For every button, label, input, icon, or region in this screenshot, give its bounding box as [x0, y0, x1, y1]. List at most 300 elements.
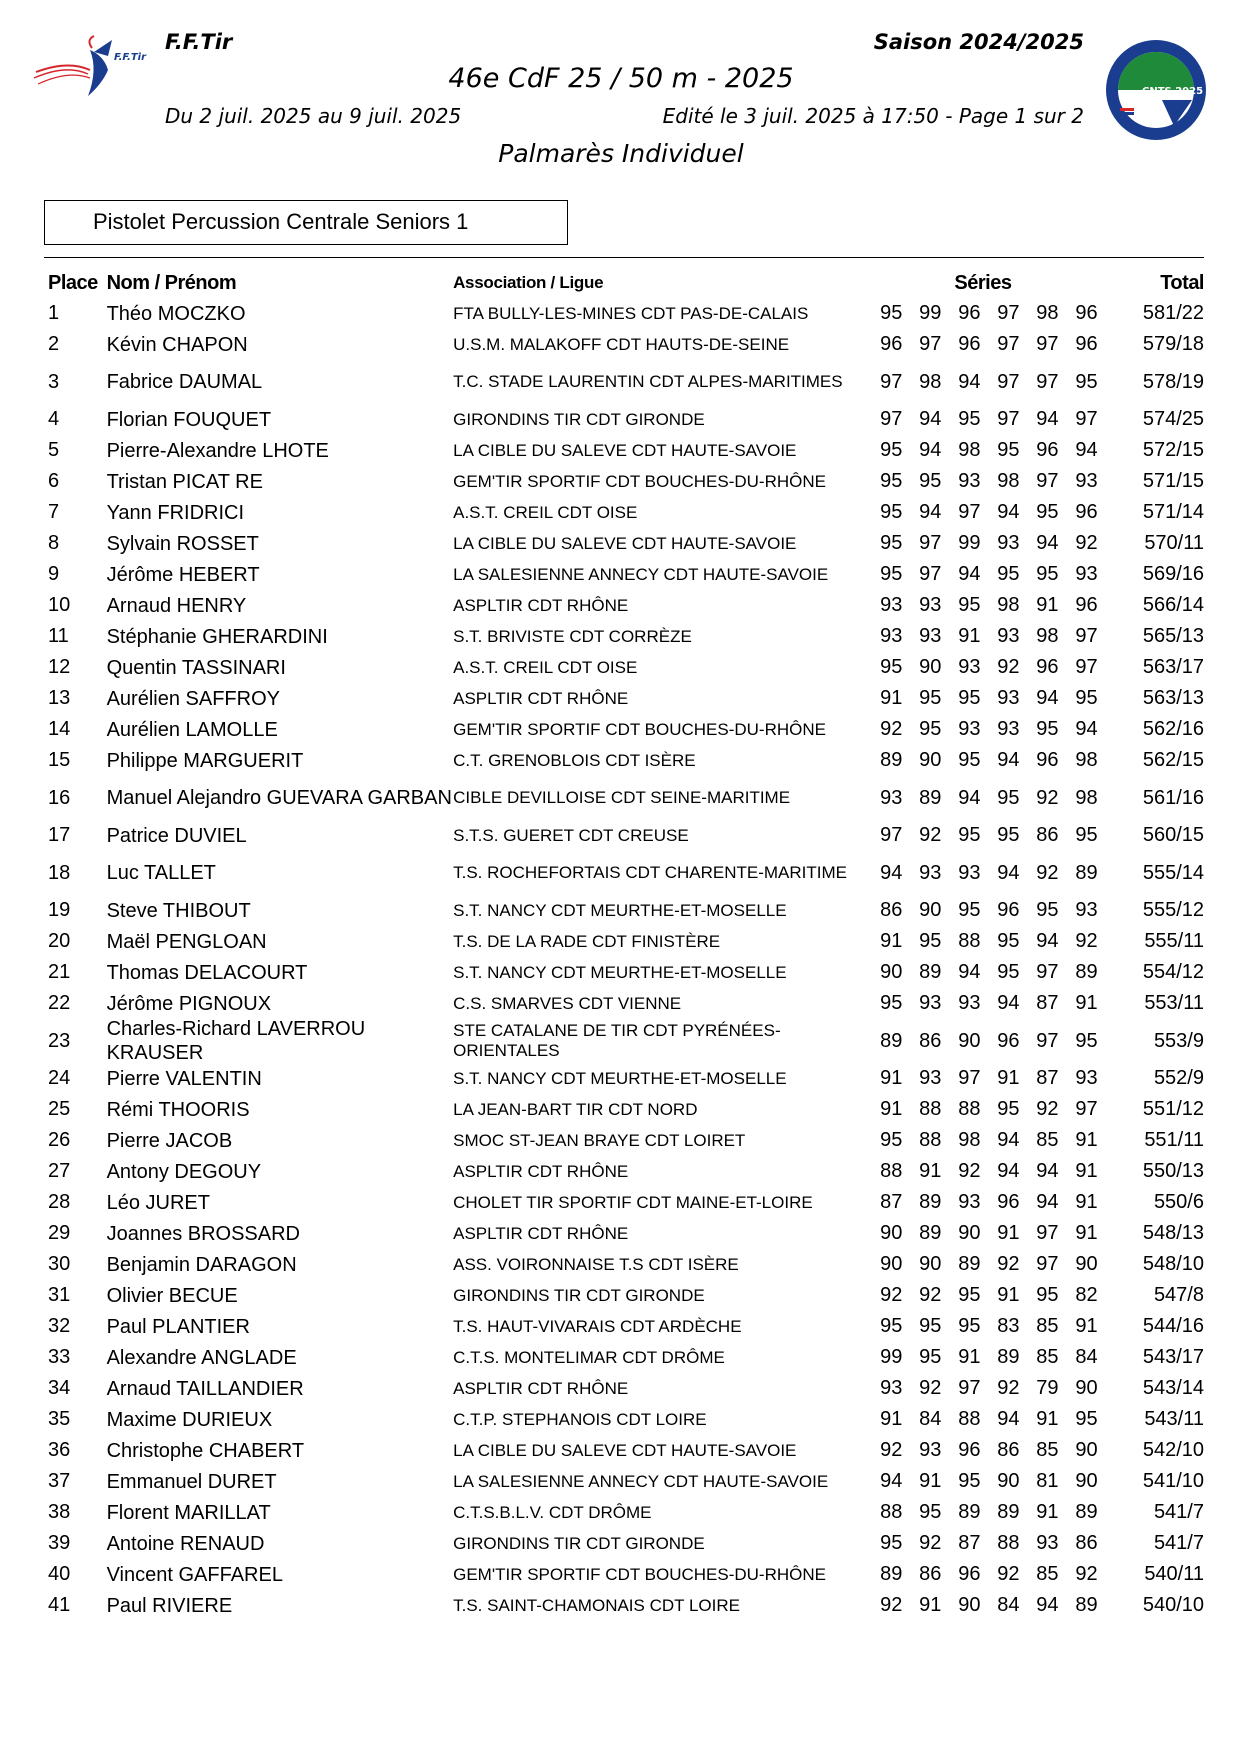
row-series-score: 96	[1036, 749, 1059, 771]
row-series-score: 97	[1036, 333, 1059, 355]
row-name: Alexandre ANGLADE	[106, 1346, 297, 1369]
row-total: 563/13	[1142, 687, 1204, 709]
row-series-score: 95	[880, 656, 903, 678]
row-series-score: 91	[880, 1408, 903, 1430]
row-total: 540/10	[1142, 1594, 1204, 1616]
row-series-score: 92	[1036, 861, 1059, 884]
row-series-score: 89	[1075, 961, 1098, 983]
championship-logo-text: CNTS 2025	[1142, 86, 1204, 97]
row-series-score: 91	[1036, 1408, 1059, 1430]
row-series-score: 86	[880, 899, 903, 921]
row-place: 28	[48, 1191, 71, 1213]
row-series-score: 95	[1036, 563, 1059, 585]
table-row	[48, 1497, 1204, 1528]
table-row	[48, 1125, 1204, 1156]
row-series-score: 90	[1075, 1377, 1098, 1399]
row-place: 4	[48, 408, 60, 430]
row-series-score: 90	[997, 1470, 1020, 1492]
row-place: 40	[48, 1563, 71, 1585]
row-series-score: 95	[880, 439, 903, 461]
row-series-score: 93	[919, 594, 942, 616]
row-place: 3	[48, 370, 60, 393]
row-series-score: 89	[1075, 1594, 1098, 1616]
row-series-score: 92	[958, 1160, 981, 1182]
table-row	[48, 1559, 1204, 1590]
row-series-score: 90	[1075, 1253, 1098, 1275]
row-place: 15	[48, 749, 71, 771]
row-series-score: 95	[880, 992, 903, 1014]
row-place: 21	[48, 961, 71, 983]
table-row	[48, 1466, 1204, 1497]
row-series-score: 97	[1036, 470, 1059, 492]
row-series-score: 94	[919, 439, 942, 461]
row-series-score: 89	[997, 1501, 1020, 1523]
row-series-score: 95	[958, 899, 981, 921]
row-series-score: 95	[1075, 370, 1098, 393]
row-series-score: 93	[919, 625, 942, 647]
row-series-score: 89	[919, 1222, 942, 1244]
row-total: 571/15	[1142, 470, 1204, 492]
row-series-score: 94	[997, 501, 1020, 523]
row-place: 24	[48, 1067, 71, 1089]
row-name: Manuel Alejandro GUEVARA GARBAN	[106, 787, 452, 809]
row-series-score: 91	[919, 1470, 942, 1492]
row-series-score: 91	[997, 1067, 1020, 1089]
row-name: Christophe CHABERT	[106, 1439, 305, 1462]
row-series-score: 96	[997, 1029, 1020, 1052]
row-total: 569/16	[1142, 563, 1204, 585]
row-total: 562/16	[1142, 718, 1204, 740]
row-total: 544/16	[1142, 1315, 1204, 1337]
championship-logo	[1104, 38, 1208, 142]
row-series-score: 93	[958, 861, 981, 884]
row-series-score: 98	[997, 470, 1020, 492]
table-row	[48, 988, 1204, 1019]
row-total: 543/11	[1144, 1408, 1204, 1430]
row-place: 16	[48, 786, 71, 809]
row-place: 38	[48, 1501, 71, 1523]
row-total: 543/14	[1142, 1377, 1204, 1399]
row-series-score: 95	[1075, 687, 1098, 709]
row-total: 563/17	[1142, 656, 1204, 678]
row-name: Aurélien LAMOLLE	[106, 718, 278, 741]
row-club: STE CATALANE DE TIR CDT PYRÉNÉES-ORIENTALES	[453, 1021, 781, 1060]
row-total: 572/15	[1142, 439, 1204, 461]
row-name: Maël PENGLOAN	[106, 930, 267, 953]
row-name: Steve THIBOUT	[106, 899, 251, 922]
row-name: Charles-Richard LAVERROU KRAUSER	[106, 1018, 366, 1064]
row-club: SMOC ST-JEAN BRAYE CDT LOIRET	[453, 1130, 746, 1150]
row-series-score: 90	[880, 961, 903, 983]
row-place: 14	[48, 718, 71, 740]
row-series-score: 96	[958, 1563, 981, 1585]
row-club: ASPLTIR CDT RHÔNE	[453, 595, 629, 615]
table-row	[48, 683, 1204, 714]
row-series-score: 90	[1075, 1470, 1098, 1492]
table-row	[48, 559, 1204, 590]
row-series-score: 91	[880, 930, 903, 952]
row-name: Léo JURET	[106, 1191, 210, 1214]
row-place: 39	[48, 1532, 71, 1554]
row-total: 566/14	[1142, 594, 1204, 616]
row-club: LA JEAN-BART TIR CDT NORD	[453, 1099, 698, 1119]
row-series-score: 95	[958, 1470, 981, 1492]
table-row	[48, 1590, 1204, 1621]
row-series-score: 91	[880, 687, 903, 709]
row-series-score: 95	[880, 302, 903, 324]
row-series-score: 95	[1036, 1284, 1059, 1306]
row-club: GIRONDINS TIR CDT GIRONDE	[453, 1533, 705, 1553]
row-series-score: 93	[880, 625, 903, 647]
row-series-score: 91	[880, 1098, 903, 1120]
row-series-score: 97	[1075, 625, 1098, 647]
row-series-score: 95	[1075, 824, 1098, 846]
row-place: 6	[48, 470, 60, 492]
row-series-score: 88	[919, 1098, 942, 1120]
row-series-score: 96	[997, 1191, 1020, 1213]
row-place: 25	[48, 1098, 71, 1120]
row-series-score: 97	[997, 370, 1020, 393]
table-row	[48, 1311, 1204, 1342]
table-row	[48, 1094, 1204, 1125]
row-series-score: 95	[958, 824, 981, 846]
row-series-score: 95	[880, 1129, 903, 1151]
row-series-score: 98	[1075, 749, 1098, 771]
row-series-score: 89	[1075, 861, 1098, 884]
row-series-score: 95	[997, 824, 1020, 846]
row-total: 551/11	[1144, 1129, 1204, 1151]
row-place: 11	[48, 625, 69, 647]
row-total: 562/15	[1142, 749, 1204, 771]
table-row	[48, 820, 1204, 851]
row-series-score: 89	[919, 1191, 942, 1213]
row-series-score: 93	[958, 1191, 981, 1213]
row-club: S.T. BRIVISTE CDT CORRÈZE	[453, 626, 692, 646]
event-dates: Du 2 juil. 2025 au 9 juil. 2025	[165, 104, 462, 128]
row-club: C.T.S.B.L.V. CDT DRÔME	[453, 1502, 652, 1522]
row-series-score: 97	[1036, 1253, 1059, 1275]
row-series-score: 94	[997, 1160, 1020, 1182]
row-name: Pierre JACOB	[106, 1129, 233, 1152]
row-club: GEM'TIR SPORTIF CDT BOUCHES-DU-RHÔNE	[453, 719, 826, 739]
row-name: Thomas DELACOURT	[106, 961, 308, 984]
row-series-score: 98	[1075, 786, 1098, 809]
row-place: 33	[48, 1346, 71, 1368]
row-place: 31	[48, 1284, 71, 1306]
row-club: GEM'TIR SPORTIF CDT BOUCHES-DU-RHÔNE	[453, 471, 826, 491]
row-club: ASS. VOIRONNAISE T.S CDT ISÈRE	[453, 1254, 739, 1274]
row-series-score: 94	[997, 1129, 1020, 1151]
row-place: 5	[48, 439, 60, 461]
row-series-score: 79	[1036, 1377, 1059, 1399]
season-label: Saison 2024/2025	[873, 30, 1084, 54]
row-total: 542/10	[1142, 1439, 1204, 1461]
row-series-score: 97	[958, 501, 981, 523]
row-series-score: 94	[1075, 439, 1098, 461]
row-series-score: 89	[880, 1029, 903, 1052]
row-series-score: 98	[997, 594, 1020, 616]
row-series-score: 92	[997, 1563, 1020, 1585]
row-series-score: 93	[919, 861, 942, 884]
row-total: 551/12	[1142, 1098, 1204, 1120]
row-series-score: 91	[1075, 992, 1098, 1014]
row-series-score: 98	[958, 439, 981, 461]
row-total: 548/13	[1142, 1222, 1204, 1244]
row-series-score: 96	[997, 899, 1020, 921]
row-total: 541/7	[1153, 1501, 1204, 1523]
table-row	[48, 714, 1204, 745]
row-series-score: 91	[1075, 1160, 1098, 1182]
table-row	[48, 1249, 1204, 1280]
row-name: Patrice DUVIEL	[106, 824, 247, 847]
row-club: GIRONDINS TIR CDT GIRONDE	[453, 1285, 705, 1305]
row-club: LA SALESIENNE ANNECY CDT HAUTE-SAVOIE	[453, 564, 829, 584]
row-name: Paul RIVIERE	[106, 1594, 233, 1617]
row-total: 550/6	[1153, 1191, 1204, 1213]
row-series-score: 91	[1075, 1315, 1098, 1337]
row-series-score: 89	[880, 1563, 903, 1585]
table-row	[48, 1342, 1204, 1373]
row-series-score: 92	[1036, 786, 1059, 809]
table-row	[48, 404, 1204, 435]
row-series-score: 94	[880, 1470, 903, 1492]
row-series-score: 85	[1036, 1563, 1059, 1585]
row-name: Pierre-Alexandre LHOTE	[106, 439, 329, 462]
table-row	[48, 435, 1204, 466]
row-club: ASPLTIR CDT RHÔNE	[453, 688, 629, 708]
row-name: Antony DEGOUY	[106, 1160, 262, 1183]
row-series-score: 88	[919, 1129, 942, 1151]
row-total: 550/13	[1142, 1160, 1204, 1182]
row-series-score: 92	[919, 824, 942, 846]
row-place: 17	[48, 824, 71, 846]
row-series-score: 95	[958, 408, 981, 430]
row-series-score: 91	[1036, 1501, 1059, 1523]
row-series-score: 90	[958, 1594, 981, 1616]
row-series-score: 91	[1075, 1191, 1098, 1213]
row-series-score: 85	[1036, 1129, 1059, 1151]
row-series-score: 94	[1036, 1160, 1059, 1182]
row-series-score: 95	[1075, 1408, 1098, 1430]
row-series-score: 93	[997, 687, 1020, 709]
row-total: 553/9	[1153, 1029, 1204, 1052]
row-place: 30	[48, 1253, 71, 1275]
row-series-score: 91	[1075, 1129, 1098, 1151]
row-place: 23	[48, 1029, 71, 1052]
row-series-score: 94	[919, 501, 942, 523]
row-series-score: 96	[1075, 302, 1098, 324]
row-series-score: 93	[1075, 1067, 1098, 1089]
row-series-score: 96	[880, 333, 903, 355]
row-club: FTA BULLY-LES-MINES CDT PAS-DE-CALAIS	[453, 303, 809, 323]
row-series-score: 95	[919, 718, 942, 740]
row-series-score: 94	[997, 749, 1020, 771]
row-series-score: 97	[997, 408, 1020, 430]
row-series-score: 95	[997, 786, 1020, 809]
row-name: Paul PLANTIER	[106, 1315, 250, 1338]
row-name: Rémi THOORIS	[106, 1098, 250, 1121]
row-series-score: 95	[1036, 501, 1059, 523]
table-row	[48, 1187, 1204, 1218]
row-name: Kévin CHAPON	[106, 333, 248, 356]
column-place: Place	[48, 271, 98, 294]
row-series-score: 92	[1075, 930, 1098, 952]
row-place: 41	[48, 1594, 71, 1616]
row-name: Antoine RENAUD	[106, 1532, 265, 1555]
row-total: 560/15	[1142, 824, 1204, 846]
row-total: 553/11	[1144, 992, 1204, 1014]
row-total: 543/17	[1142, 1346, 1204, 1368]
row-series-score: 93	[1036, 1532, 1059, 1554]
row-series-score: 93	[1075, 563, 1098, 585]
row-club: T.S. DE LA RADE CDT FINISTÈRE	[453, 931, 721, 951]
row-series-score: 96	[1036, 656, 1059, 678]
row-series-score: 93	[958, 718, 981, 740]
table-row	[48, 745, 1204, 776]
row-club: GEM'TIR SPORTIF CDT BOUCHES-DU-RHÔNE	[453, 1564, 826, 1584]
row-place: 1	[48, 302, 60, 324]
row-club: LA SALESIENNE ANNECY CDT HAUTE-SAVOIE	[453, 1471, 829, 1491]
row-series-score: 90	[880, 1222, 903, 1244]
row-club: C.T.P. STEPHANOIS CDT LOIRE	[453, 1409, 707, 1429]
row-series-score: 81	[1036, 1470, 1059, 1492]
row-name: Quentin TASSINARI	[106, 656, 286, 679]
row-name: Olivier BECUE	[106, 1284, 238, 1307]
row-series-score: 88	[880, 1501, 903, 1523]
row-total: 581/22	[1142, 302, 1204, 324]
row-series-score: 91	[997, 1284, 1020, 1306]
row-club: A.S.T. CREIL CDT OISE	[453, 657, 638, 677]
row-series-score: 86	[997, 1439, 1020, 1461]
row-series-score: 92	[997, 1253, 1020, 1275]
row-name: Florent MARILLAT	[106, 1501, 271, 1524]
row-series-score: 95	[880, 470, 903, 492]
row-total: 555/11	[1144, 930, 1204, 952]
table-row	[48, 895, 1204, 926]
row-club: LA CIBLE DU SALEVE CDT HAUTE-SAVOIE	[453, 533, 797, 553]
row-series-score: 90	[1075, 1439, 1098, 1461]
row-series-score: 83	[997, 1315, 1020, 1337]
row-club: S.T. NANCY CDT MEURTHE-ET-MOSELLE	[453, 962, 787, 982]
row-series-score: 97	[919, 563, 942, 585]
table-row	[48, 298, 1204, 329]
row-series-score: 88	[958, 930, 981, 952]
row-total: 571/14	[1142, 501, 1204, 523]
row-series-score: 89	[958, 1253, 981, 1275]
row-place: 34	[48, 1377, 71, 1399]
row-series-score: 93	[880, 786, 903, 809]
table-row	[48, 1156, 1204, 1187]
row-series-score: 94	[997, 861, 1020, 884]
row-series-score: 95	[919, 1346, 942, 1368]
page-title: 46e CdF 25 / 50 m - 2025	[448, 63, 794, 94]
row-club: T.C. STADE LAURENTIN CDT ALPES-MARITIMES	[453, 372, 843, 391]
row-series-score: 95	[997, 930, 1020, 952]
row-series-score: 94	[919, 408, 942, 430]
row-series-score: 87	[1036, 1067, 1059, 1089]
row-place: 10	[48, 594, 71, 616]
row-series-score: 97	[1075, 408, 1098, 430]
row-series-score: 94	[1075, 718, 1098, 740]
row-series-score: 98	[958, 1129, 981, 1151]
row-series-score: 89	[958, 1501, 981, 1523]
row-series-score: 97	[958, 1377, 981, 1399]
row-place: 22	[48, 992, 71, 1014]
row-club: C.S. SMARVES CDT VIENNE	[453, 993, 682, 1013]
row-series-score: 94	[958, 961, 981, 983]
row-name: Benjamin DARAGON	[106, 1253, 297, 1276]
row-club: T.S. HAUT-VIVARAIS CDT ARDÈCHE	[453, 1316, 742, 1336]
row-series-score: 89	[880, 749, 903, 771]
row-series-score: 91	[919, 1594, 942, 1616]
row-series-score: 99	[958, 532, 981, 554]
row-series-score: 86	[919, 1029, 942, 1052]
row-name: Sylvain ROSSET	[106, 532, 259, 555]
row-name: Arnaud TAILLANDIER	[106, 1377, 304, 1400]
table-row	[48, 776, 1204, 820]
row-total: 578/19	[1142, 370, 1204, 393]
row-series-score: 95	[919, 930, 942, 952]
row-series-score: 91	[1075, 1222, 1098, 1244]
row-series-score: 95	[958, 1315, 981, 1337]
row-series-score: 96	[958, 333, 981, 355]
row-series-score: 90	[919, 656, 942, 678]
row-series-score: 97	[880, 408, 903, 430]
row-series-score: 98	[1036, 302, 1059, 324]
row-series-score: 92	[919, 1532, 942, 1554]
results-table	[48, 268, 1204, 1621]
row-series-score: 85	[1036, 1346, 1059, 1368]
category-title: Pistolet Percussion Centrale Seniors 1	[44, 200, 568, 245]
row-series-score: 94	[997, 992, 1020, 1014]
row-series-score: 95	[958, 687, 981, 709]
row-place: 29	[48, 1222, 71, 1244]
row-series-score: 99	[880, 1346, 903, 1368]
row-total: 554/12	[1142, 961, 1204, 983]
row-series-score: 99	[919, 302, 942, 324]
row-series-score: 97	[880, 370, 903, 393]
table-row	[48, 329, 1204, 360]
row-name: Joannes BROSSARD	[106, 1222, 300, 1245]
row-series-score: 94	[958, 370, 981, 393]
row-series-score: 94	[1036, 930, 1059, 952]
row-club: T.S. ROCHEFORTAIS CDT CHARENTE-MARITIME	[453, 863, 847, 882]
table-row	[48, 957, 1204, 988]
row-name: Philippe MARGUERIT	[106, 749, 304, 772]
row-club: T.S. SAINT-CHAMONAIS CDT LOIRE	[453, 1595, 740, 1615]
row-series-score: 93	[1075, 899, 1098, 921]
row-name: Stéphanie GHERARDINI	[106, 625, 328, 648]
row-series-score: 95	[880, 501, 903, 523]
row-series-score: 88	[880, 1160, 903, 1182]
table-row	[48, 466, 1204, 497]
row-club: LA CIBLE DU SALEVE CDT HAUTE-SAVOIE	[453, 440, 797, 460]
row-club: ASPLTIR CDT RHÔNE	[453, 1378, 629, 1398]
row-club: LA CIBLE DU SALEVE CDT HAUTE-SAVOIE	[453, 1440, 797, 1460]
table-row	[48, 1373, 1204, 1404]
table-body	[48, 298, 1204, 1621]
row-club: S.T. NANCY CDT MEURTHE-ET-MOSELLE	[453, 1068, 787, 1088]
row-series-score: 97	[958, 1067, 981, 1089]
row-series-score: 90	[880, 1253, 903, 1275]
row-series-score: 91	[919, 1160, 942, 1182]
column-club: Association / Ligue	[453, 273, 604, 292]
row-series-score: 97	[997, 333, 1020, 355]
row-series-score: 95	[919, 1315, 942, 1337]
row-series-score: 87	[1036, 992, 1059, 1014]
row-name: Pierre VALENTIN	[106, 1067, 262, 1090]
row-series-score: 95	[1036, 899, 1059, 921]
